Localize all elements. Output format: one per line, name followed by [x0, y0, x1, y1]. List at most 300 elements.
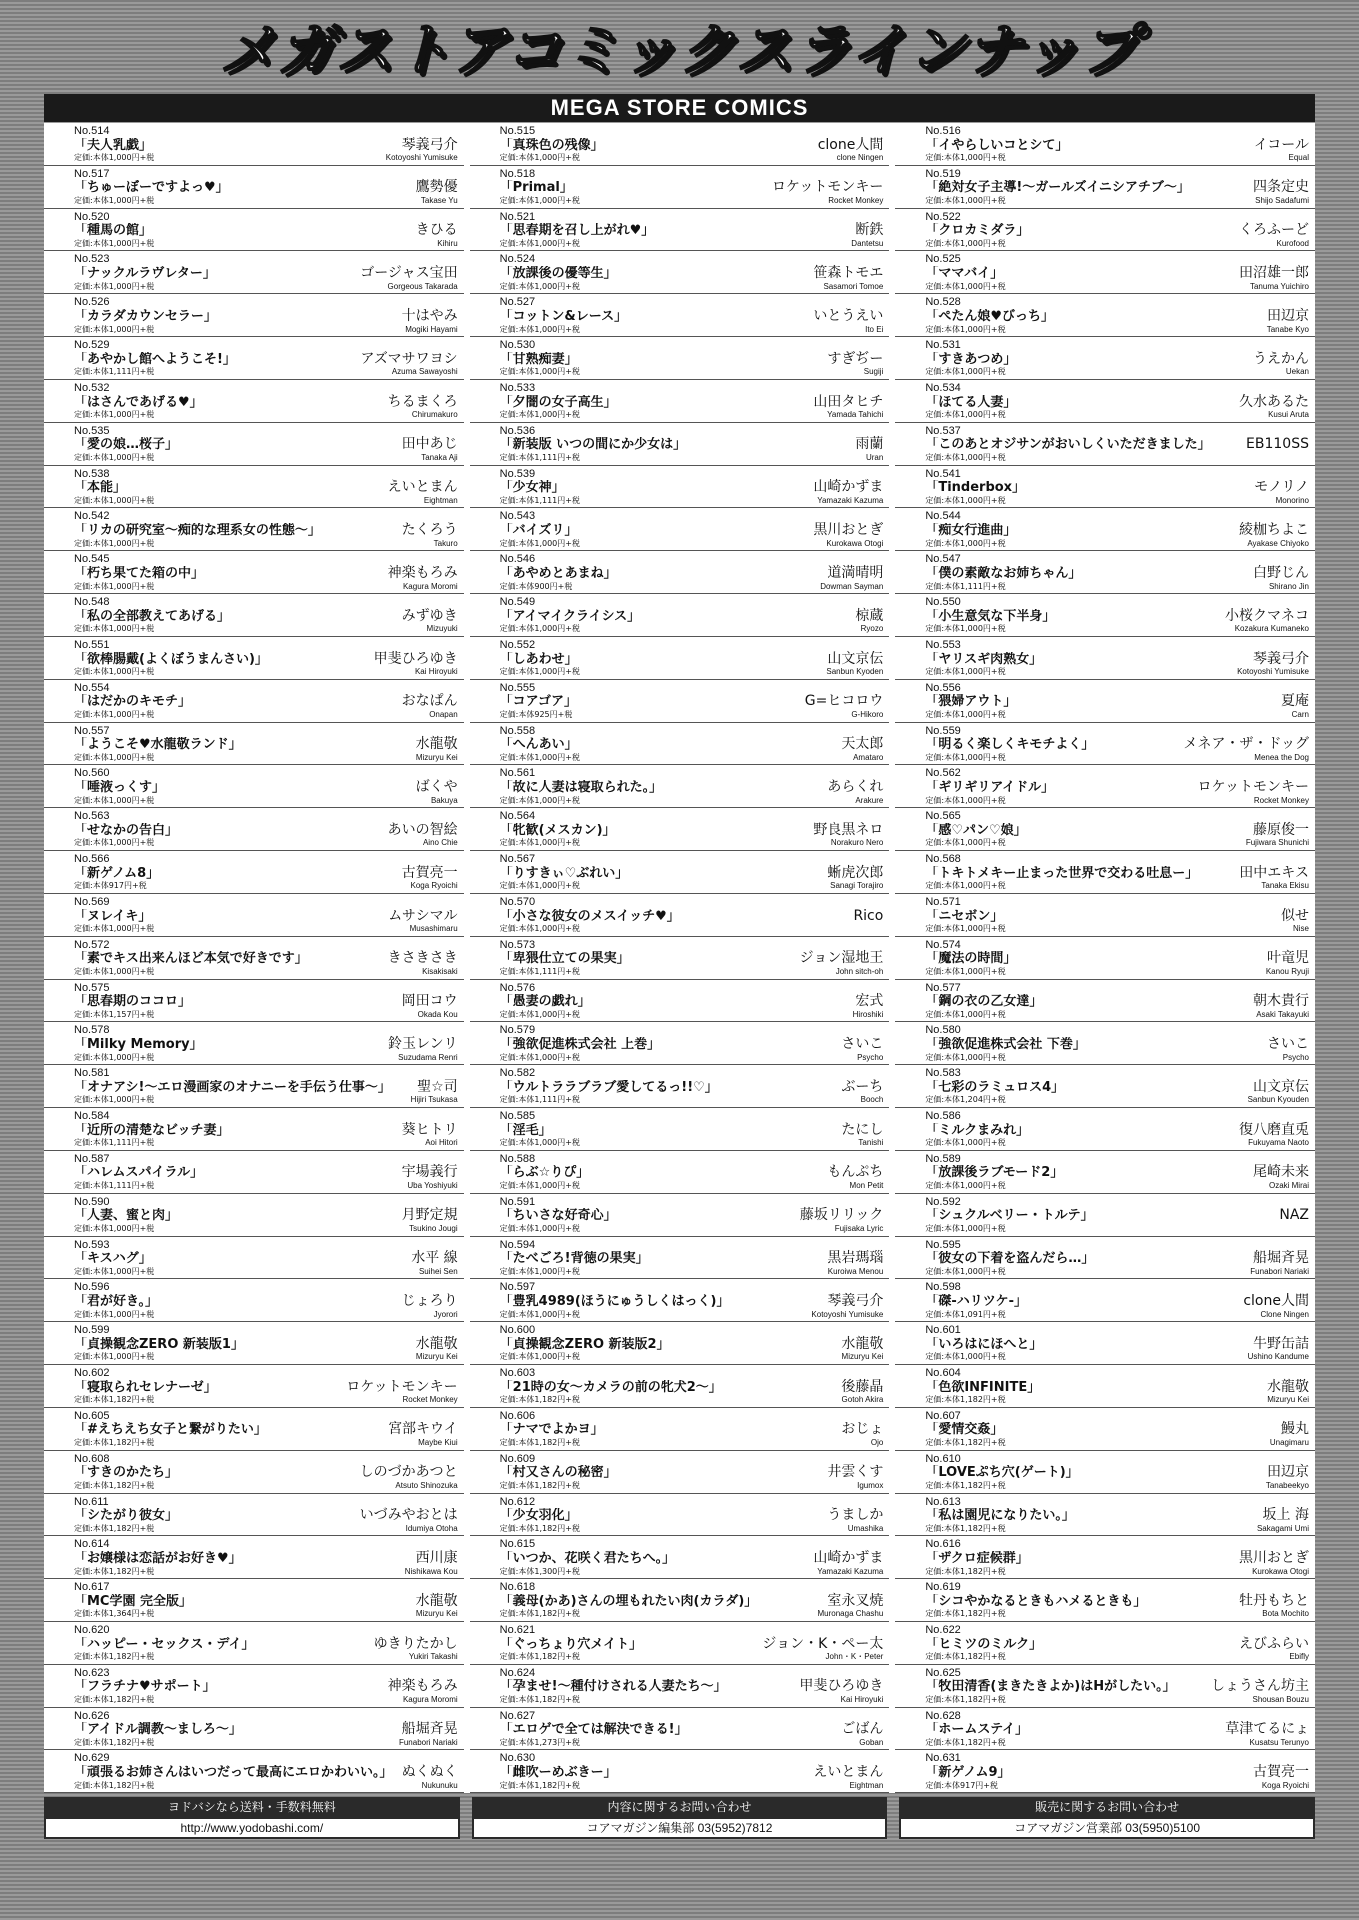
item-price: 定価:本体1,000円+税	[499, 1009, 580, 1019]
list-item	[44, 166, 464, 209]
item-author-romaji: Booch	[860, 1095, 884, 1105]
item-title: 「愛情交姦」	[925, 1422, 1004, 1438]
item-author-romaji: Clone Ningen	[1260, 1309, 1309, 1319]
item-author: 久水あるた	[1238, 393, 1309, 410]
item-number: No.598	[925, 1281, 961, 1294]
item-number: No.575	[74, 981, 110, 994]
item-price: 定価:本体1,000円+税	[925, 1223, 1006, 1233]
item-author: 甲斐ひろゆき	[799, 1678, 884, 1695]
item-price: 定価:本体1,182円+税	[499, 1438, 580, 1448]
item-author: ばくや	[415, 779, 458, 796]
item-author: 牛野缶詰	[1252, 1335, 1309, 1352]
item-author-romaji	[853, 924, 883, 935]
item-title: 「アイマイクライシス」	[499, 608, 641, 624]
item-author-romaji: Takuro	[433, 538, 458, 548]
list-item	[44, 294, 464, 337]
item-author-romaji: Yamazaki Kazuma	[817, 495, 884, 505]
item-price: 定価:本体1,182円+税	[925, 1566, 1006, 1576]
item-author: 田中エキス	[1239, 864, 1309, 881]
list-item	[44, 1365, 464, 1408]
item-price: 定価:本体1,000円+税	[499, 1266, 580, 1276]
item-author-romaji: Nise	[1292, 924, 1309, 934]
item-author: 聖☆司	[417, 1078, 458, 1095]
item-author-romaji: Onapan	[429, 709, 458, 719]
list-item	[895, 680, 1315, 723]
item-author-romaji: Mizuryu Kei	[415, 1609, 458, 1619]
item-title: 「ニセボン」	[925, 908, 1004, 924]
item-price: 定価:本体1,000円+税	[499, 795, 580, 805]
item-author-romaji: Eightman	[849, 1780, 884, 1790]
item-author: アズマサワヨシ	[360, 350, 458, 367]
item-author-romaji: Mon Petit	[849, 1181, 884, 1191]
item-price: 定価:本体1,000円+税	[925, 238, 1006, 248]
item-number: No.530	[499, 339, 536, 352]
item-author-romaji: Rocket Monkey	[828, 196, 884, 206]
item-author: いづみやおとは	[359, 1507, 458, 1524]
list-item	[895, 1451, 1315, 1494]
item-title: 「キスハグ」	[74, 1251, 152, 1267]
item-author-romaji: Kai Hiroyuki	[414, 667, 458, 677]
footer-editorial	[472, 1797, 888, 1897]
list-item	[895, 637, 1315, 680]
item-author: EB110SS	[1246, 436, 1309, 453]
item-number: No.544	[925, 510, 961, 523]
list-item	[895, 980, 1315, 1023]
item-author-romaji: Unagimaru	[1269, 1438, 1309, 1448]
item-price: 定価:本体1,000円+税	[499, 538, 580, 548]
item-author-romaji: Umashika	[847, 1523, 884, 1533]
item-author: みずゆき	[401, 607, 458, 624]
item-price: 定価:本体1,000円+税	[499, 624, 580, 634]
item-number: No.518	[499, 167, 536, 180]
list-item	[44, 765, 464, 808]
list-item	[470, 765, 890, 808]
list-item	[895, 594, 1315, 637]
footer-yodobashi	[44, 1797, 460, 1897]
item-author: 古賀亮一	[401, 864, 458, 881]
item-price: 定価:本体1,000円+税	[74, 324, 155, 334]
item-price: 定価:本体1,364円+税	[74, 1609, 155, 1619]
item-author-romaji: Dowman Sayman	[820, 581, 884, 591]
page-subtitle: MEGA STORE COMICS	[44, 94, 1315, 122]
list-item	[44, 1108, 464, 1151]
item-title: 「新装版 いつの間にか少女は」	[499, 437, 687, 453]
item-author-romaji: Menea the Dog	[1254, 752, 1309, 762]
list-item	[470, 1665, 890, 1708]
item-author-romaji: Takase Yu	[420, 196, 458, 206]
item-author: さいこ	[1266, 1036, 1309, 1052]
item-author: メネア・ザ・ドッグ	[1183, 736, 1309, 753]
item-title: 「Primal」	[499, 180, 573, 196]
item-price: 定価:本体1,000円+税	[925, 667, 1006, 677]
item-price: 定価:本体1,182円+税	[74, 1438, 155, 1448]
title-banner	[0, 0, 1359, 92]
lineup-column-1	[44, 123, 464, 1793]
item-title: 「小さな彼女のメスイッチ♥」	[499, 908, 680, 924]
item-price: 定価:本体1,000円+税	[925, 1009, 1006, 1019]
item-title: 「ハッピー・セックス・デイ」	[74, 1636, 255, 1652]
item-price: 定価:本体1,000円+税	[925, 495, 1006, 505]
list-item	[44, 937, 464, 980]
item-author-romaji: Amataro	[853, 752, 884, 762]
item-number: No.592	[925, 1195, 961, 1208]
item-author: 山文京伝	[827, 650, 884, 667]
item-title: 「卑猥仕立ての果実」	[499, 951, 630, 967]
item-price: 定価:本体1,182円+税	[925, 1737, 1006, 1747]
item-number: No.625	[925, 1666, 961, 1679]
item-number: No.621	[499, 1623, 536, 1636]
item-author: もんぷち	[827, 1164, 884, 1181]
item-author: 叶竜児	[1266, 950, 1309, 967]
list-item	[470, 1451, 890, 1494]
list-item	[895, 294, 1315, 337]
item-title: 「痴女行進曲」	[925, 523, 1017, 539]
item-price: 定価:本体1,111円+税	[499, 1095, 580, 1105]
item-number: No.584	[74, 1110, 110, 1123]
item-author-romaji: Kotoyoshi Yumisuke	[385, 153, 458, 163]
item-price: 定価:本体1,000円+税	[499, 1309, 580, 1319]
list-item	[44, 551, 464, 594]
item-number: No.618	[499, 1581, 536, 1594]
list-item	[895, 337, 1315, 380]
item-author: 田辺京	[1266, 307, 1309, 324]
item-price: 定価:本体900円+税	[499, 581, 573, 591]
item-number: No.611	[74, 1495, 109, 1508]
item-author: 神楽もろみ	[387, 1678, 458, 1695]
item-price: 定価:本体1,000円+税	[74, 838, 155, 848]
list-item	[44, 251, 464, 294]
item-price: 定価:本体1,000円+税	[499, 1181, 580, 1191]
item-author-romaji: Sugiji	[863, 367, 884, 377]
item-number: No.541	[925, 467, 961, 480]
item-title: 「甘熟痴妻」	[499, 351, 578, 367]
item-author: 西川康	[415, 1549, 458, 1566]
item-author-romaji: Chirumakuro	[411, 410, 458, 420]
item-author: 道満晴明	[827, 564, 884, 581]
item-author-romaji: Bakuya	[430, 795, 458, 805]
item-author-romaji: Ushino Kandume	[1247, 1352, 1309, 1362]
item-author-romaji: Azuma Sawayoshi	[391, 367, 458, 377]
item-author-romaji: Yukiri Takashi	[408, 1652, 458, 1662]
item-author-romaji: Kai Hiroyuki	[840, 1695, 884, 1705]
list-item	[470, 251, 890, 294]
item-title: 「私は園児になりたい。」	[925, 1508, 1075, 1524]
item-title: 「感♡パン♡娘」	[925, 822, 1027, 838]
item-price: 定価:本体1,182円+税	[74, 1737, 155, 1747]
item-author: 鰻丸	[1280, 1421, 1309, 1438]
item-author: 田中あじ	[401, 436, 458, 453]
item-number: No.628	[925, 1709, 961, 1722]
item-price: 定価:本体1,000円+税	[74, 196, 155, 206]
item-title: 「ようこそ♥水龍敬ランド」	[74, 737, 242, 753]
item-author: 神楽もろみ	[387, 564, 458, 581]
item-price: 定価:本体1,000円+税	[74, 667, 155, 677]
item-price: 定価:本体1,111円+税	[925, 581, 1006, 591]
item-title: 「このあとオジサンがおいしくいただきました」	[925, 437, 1211, 453]
item-price: 定価:本体1,182円+税	[74, 1780, 155, 1790]
item-author-romaji: Kusui Aruta	[1268, 410, 1309, 420]
item-author-romaji: Aoi Hitori	[425, 1138, 458, 1148]
item-title: 「絶対女子主導!〜ガールズイニシアチブ〜」	[925, 180, 1190, 196]
item-author-romaji: Sanagi Torajiro	[830, 881, 884, 891]
item-title: 「孕ませ!〜種付けされる人妻たち〜」	[499, 1679, 727, 1695]
item-number: No.626	[74, 1709, 110, 1722]
item-title: 「僕の素敵なお姉ちゃん」	[925, 565, 1082, 581]
item-number: No.580	[925, 1024, 961, 1037]
list-item	[44, 1065, 464, 1108]
item-author-romaji: Kihiru	[437, 238, 458, 248]
list-item	[895, 423, 1315, 466]
item-author-romaji: Ebifly	[1289, 1652, 1309, 1662]
item-author: 草津てるにょ	[1225, 1721, 1309, 1738]
item-price: 定価:本体1,000円+税	[74, 410, 155, 420]
item-author-romaji: Uran	[865, 453, 884, 463]
item-author: たにし	[841, 1121, 884, 1138]
item-price: 定価:本体1,000円+税	[499, 238, 580, 248]
item-author-romaji: Ojo	[870, 1438, 884, 1448]
item-price: 定価:本体1,000円+税	[74, 1352, 155, 1362]
list-item	[470, 380, 890, 423]
item-author: 田辺京	[1266, 1464, 1309, 1481]
item-author: くろふーど	[1238, 222, 1309, 239]
item-title: 「21時の女〜カメラの前の牝犬2〜」	[499, 1379, 722, 1395]
list-item	[44, 1408, 464, 1451]
item-title: 「ヒミツのミルク」	[925, 1636, 1043, 1652]
item-author-romaji: Tanuma Yuichiro	[1249, 281, 1309, 291]
item-title: 「ミルクまみれ」	[925, 1122, 1030, 1138]
item-number: No.624	[499, 1666, 536, 1679]
item-title: 「君が好き。」	[74, 1293, 158, 1309]
item-author: 黒川おとぎ	[813, 522, 884, 539]
list-item	[470, 508, 890, 551]
footer-sales-label: 販売に関するお問い合わせ	[899, 1797, 1315, 1817]
item-number: No.533	[499, 381, 536, 394]
item-author: 水龍敬	[1266, 1378, 1309, 1395]
item-author: ムサシマル	[388, 907, 458, 924]
item-number: No.597	[499, 1281, 536, 1294]
item-price: 定価:本体1,182円+税	[925, 1438, 1006, 1448]
item-number: No.571	[925, 895, 961, 908]
item-author: 岡田コウ	[401, 993, 458, 1010]
footer-yodobashi-url[interactable]: http://www.yodobashi.com/	[44, 1817, 460, 1839]
item-price: 定価:本体1,000円+税	[499, 410, 580, 420]
item-title: 「淫毛」	[499, 1122, 552, 1138]
item-title: 「少女羽化」	[499, 1508, 578, 1524]
item-title: 「ザクロ症候群」	[925, 1550, 1029, 1566]
item-number: No.568	[925, 853, 961, 866]
item-author-romaji: Hiroshiki	[852, 1009, 884, 1019]
item-number: No.529	[74, 339, 110, 352]
item-title: 「お嬢様は恋話がお好き♥」	[74, 1550, 242, 1566]
item-author-romaji: Shijo Sadafumi	[1255, 196, 1309, 206]
list-item	[895, 937, 1315, 980]
item-title: 「ぐっちょり穴メイト」	[499, 1636, 643, 1652]
item-number: No.514	[74, 125, 110, 137]
item-price: 定価:本体1,182円+税	[499, 1395, 580, 1405]
list-item	[895, 1708, 1315, 1751]
item-title: 「ナックルラヴレター」	[74, 266, 216, 282]
item-number: No.610	[925, 1452, 961, 1465]
list-item	[895, 1579, 1315, 1622]
item-author-romaji: Bota Mochito	[1262, 1609, 1309, 1619]
item-title: 「磔-ハリツケ-」	[925, 1293, 1027, 1309]
item-price: 定価:本体1,000円+税	[925, 153, 1006, 163]
item-author-romaji: Ayakase Chiyoko	[1247, 538, 1309, 548]
item-title: 「朽ち果てた箱の中」	[74, 565, 205, 581]
item-title: 「故に人妻は寝取られた。」	[499, 780, 663, 796]
list-item	[470, 551, 890, 594]
item-number: No.555	[499, 681, 536, 694]
item-price: 定価:本体1,182円+税	[925, 1480, 1006, 1490]
item-number: No.576	[499, 981, 536, 994]
item-author: 月野定規	[401, 1207, 458, 1224]
item-price: 定価:本体1,000円+税	[74, 495, 155, 505]
item-price: 定価:本体1,000円+税	[74, 709, 155, 719]
item-author: いとうえい	[813, 307, 884, 324]
list-item	[895, 1022, 1315, 1065]
item-number: No.531	[925, 339, 961, 352]
item-author-romaji: Kuroiwa Menou	[827, 1266, 884, 1276]
list-item	[470, 637, 890, 680]
list-item	[470, 1536, 890, 1579]
item-author-romaji: Tanaka Ekisu	[1261, 881, 1309, 891]
item-number: No.538	[74, 467, 110, 480]
item-number: No.583	[925, 1067, 961, 1080]
list-item	[895, 1151, 1315, 1194]
item-author-romaji: John sitch-oh	[835, 966, 884, 976]
item-title: 「明るく楽しくキモチよく」	[925, 737, 1095, 753]
item-title: 「猥婦アウト」	[925, 694, 1017, 710]
item-number: No.593	[74, 1238, 110, 1251]
list-item	[44, 1151, 464, 1194]
item-title: 「らぶ☆りぴ」	[499, 1165, 590, 1181]
item-number: No.607	[925, 1409, 961, 1422]
item-author-romaji: Mizuryu Kei	[415, 752, 458, 762]
item-author-romaji: Mizuryu Kei	[415, 1352, 458, 1362]
footer-editorial-label: 内容に関するお問い合わせ	[472, 1797, 888, 1817]
item-price: 定価:本体1,182円+税	[925, 1652, 1006, 1662]
item-title: 「あやかし館へようこそ!」	[74, 351, 236, 367]
list-item	[470, 1494, 890, 1537]
item-title: 「アイドル調教〜ましろ〜」	[74, 1722, 242, 1738]
item-number: No.534	[925, 381, 961, 394]
item-number: No.559	[925, 724, 961, 737]
item-author-romaji: Tanishi	[858, 1138, 884, 1148]
item-title: 「あやめとあまね」	[499, 565, 617, 581]
item-author: 山崎かずま	[813, 479, 884, 496]
item-author: 夏庵	[1280, 693, 1309, 710]
list-item	[470, 851, 890, 894]
item-number: No.589	[925, 1152, 961, 1165]
list-item	[44, 894, 464, 937]
item-title: 「義母(かあ)さんの埋もれたい肉(カラダ)」	[499, 1593, 758, 1609]
item-number: No.516	[925, 125, 961, 137]
item-author-romaji: Fukuyama Naoto	[1248, 1138, 1309, 1148]
item-author-romaji	[1246, 453, 1309, 464]
item-author-romaji: Koga Ryoichi	[1261, 1780, 1309, 1790]
item-author: 白野じん	[1252, 564, 1309, 581]
list-item	[44, 851, 464, 894]
footer-sales-phone: コアマガジン営業部 03(5950)5100	[899, 1817, 1315, 1839]
item-title: 「ハレムスパイラル」	[74, 1165, 204, 1181]
item-number: No.547	[925, 553, 961, 566]
item-author-romaji: Okada Kou	[417, 1009, 458, 1019]
item-number: No.570	[499, 895, 536, 908]
list-item	[895, 851, 1315, 894]
item-number: No.620	[74, 1623, 110, 1636]
item-author-romaji: Tsukino Jougi	[409, 1223, 458, 1233]
item-author-romaji: Uekan	[1285, 367, 1309, 377]
item-number: No.608	[74, 1452, 110, 1465]
item-title: 「たべごろ!背徳の果実」	[499, 1251, 649, 1267]
item-author: しょうさん坊主	[1210, 1678, 1309, 1695]
item-number: No.609	[499, 1452, 536, 1465]
item-price: 定価:本体1,000円+税	[499, 153, 580, 163]
item-price: 定価:本体1,182円+税	[499, 1609, 580, 1619]
item-author-romaji: Jyorori	[433, 1309, 458, 1319]
item-title: 「私の全部教えてあげる」	[74, 608, 231, 624]
item-author-romaji: Psycho	[857, 1052, 884, 1062]
item-author: 水龍敬	[841, 1335, 884, 1352]
list-item	[895, 1194, 1315, 1237]
item-number: No.525	[925, 253, 961, 266]
item-title: 「欲棒腸戴(よくぼうまんさい)」	[74, 651, 268, 667]
item-price: 定価:本体1,111円+税	[499, 966, 580, 976]
list-item	[470, 1108, 890, 1151]
item-author: 井雲くす	[827, 1464, 884, 1481]
list-item	[895, 1622, 1315, 1665]
item-price: 定価:本体1,182円+税	[925, 1695, 1006, 1705]
item-number: No.617	[74, 1581, 110, 1594]
item-title: 「少女神」	[499, 480, 565, 496]
list-item	[895, 1494, 1315, 1537]
item-title: 「MC学園 完全版」	[74, 1593, 193, 1609]
item-author-romaji: Mizuryu Kei	[841, 1352, 884, 1362]
item-number: No.616	[925, 1538, 961, 1551]
item-price: 定価:本体1,000円+税	[74, 795, 155, 805]
item-price: 定価:本体1,000円+税	[925, 453, 1006, 463]
item-price: 定価:本体1,000円+税	[74, 1223, 155, 1233]
item-title: 「貞操観念ZERO 新装版2」	[499, 1336, 670, 1352]
list-item	[44, 337, 464, 380]
list-item	[470, 1365, 890, 1408]
item-price: 定価:本体1,000円+税	[499, 1138, 580, 1148]
item-number: No.614	[74, 1538, 110, 1551]
list-item	[44, 1579, 464, 1622]
item-number: No.615	[499, 1538, 536, 1551]
item-price: 定価:本体925円+税	[499, 709, 573, 719]
item-author-romaji: Equal	[1288, 153, 1309, 163]
item-author-romaji: Arakure	[855, 795, 884, 805]
item-price: 定価:本体1,182円+税	[925, 1395, 1006, 1405]
lineup-list	[44, 123, 1315, 1793]
list-item	[470, 1408, 890, 1451]
item-title: 「ほてる人妻」	[925, 394, 1017, 410]
item-price: 定価:本体1,000円+税	[74, 752, 155, 762]
list-item	[895, 123, 1315, 166]
item-price: 定価:本体1,182円+税	[925, 1609, 1006, 1619]
item-number: No.591	[499, 1195, 536, 1208]
item-title: 「Tinderbox」	[925, 480, 1026, 496]
item-number: No.549	[499, 596, 536, 609]
item-author: 断鉄	[855, 222, 884, 239]
item-author-romaji: Aino Chie	[422, 838, 458, 848]
list-item	[470, 423, 890, 466]
item-number: No.604	[925, 1367, 961, 1380]
item-number: No.528	[925, 296, 961, 309]
item-price: 定価:本体1,300円+税	[499, 1566, 580, 1576]
item-price: 定価:本体1,182円+税	[925, 1523, 1006, 1533]
